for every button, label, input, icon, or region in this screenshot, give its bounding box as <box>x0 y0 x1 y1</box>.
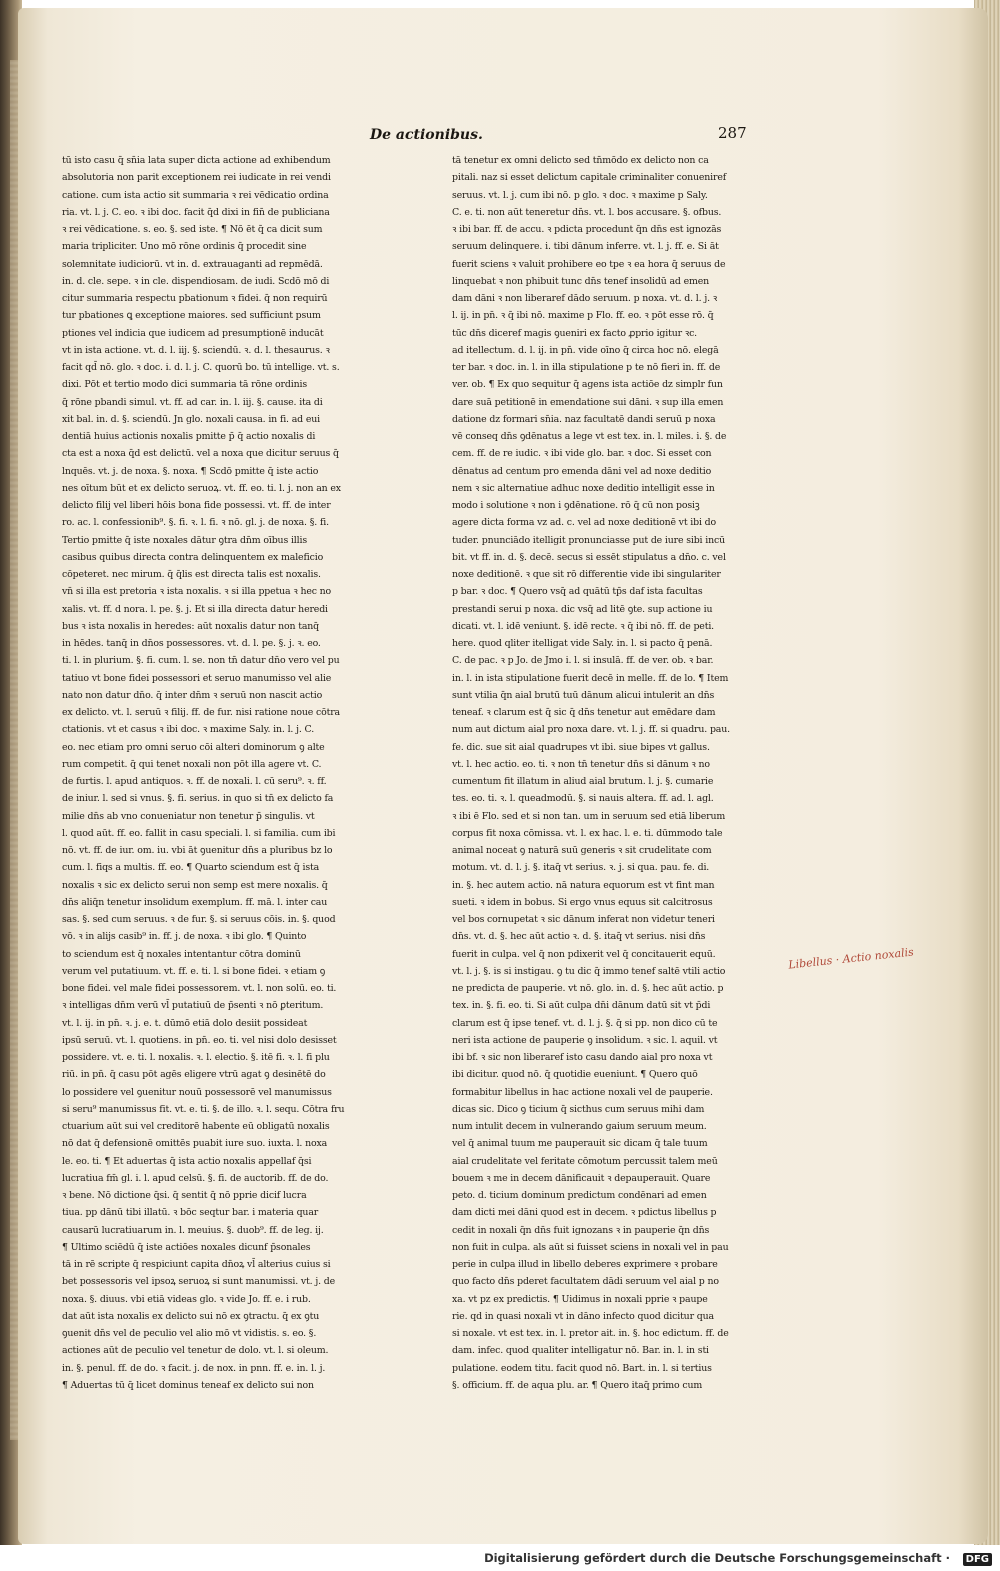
text-line: cum. l. fiqs a multis. ff. eo. ¶ Quarto sciendum est q̄ ista <box>62 862 320 874</box>
text-line: verum vel putatiuum. vt. ff. e. ti. l. si bone fidei. ꝛ etiam ꝯ <box>62 965 326 977</box>
text-line: xit bal. in. d. §. sciendū. Jn glo. noxali causa. in fi. ad eui <box>62 413 320 425</box>
text-line: C. de pac. ꝛ p Jo. de Jmo i. l. si insulā. ff. de ver. ob. ꝛ bar. <box>452 655 714 667</box>
text-line: perie in culpa illud in libello deberes exprimere ꝛ probare <box>452 1259 718 1270</box>
text-line: ria. vt. l. j. C. eo. ꝛ ibi doc. facit q̄d dixi in fin̄ de publiciana <box>62 206 330 218</box>
footer-bar <box>0 1545 1000 1571</box>
text-line: num intulit decem in vulnerando gaium seruum meum. <box>452 1121 707 1132</box>
text-line: ctuarium aūt sui vel creditorē habente eū obligatū noxalis <box>62 1121 330 1132</box>
text-line: causarū lucratiuarum in. l. meuius. §. duob⁹. ff. de leg. ij. <box>62 1224 324 1236</box>
text-line: tā tenetur ex omni delicto sed tn̄mōdo ex delicto non ca <box>452 155 709 166</box>
text-line: bus ꝛ ista noxalis in heredes: aūt noxalis datur non tanq̄ <box>62 620 320 632</box>
text-line: vt in ista actione. vt. d. l. iij. §. sciendū. ꝛ. d. l. thesaurus. ꝛ <box>62 344 330 356</box>
text-line: ipsū seruū. vt. l. quotiens. in pn̄. eo. ti. vel nisi dolo desisset <box>62 1034 337 1046</box>
text-line: nō. vt. ff. de iur. om. iu. vbi āt ꝯuenitur dn̄s a pluribus bz lo <box>62 845 333 856</box>
text-line: rum competit. q̄ qui tenet noxali non pōt illa agere vt. C. <box>62 758 322 770</box>
text-line: agere dicta forma vz ad. c. vel ad noxe deditionē vt ibi do <box>452 517 717 529</box>
text-line: tū isto casu q̄ sn̄ia lata super dicta actione ad exhibendum <box>62 155 331 166</box>
text-line: in hēdes. tanq̄ in dn̄os possessores. vt. d. l. pe. §. j. ꝛ. eo. <box>62 638 321 649</box>
funding-credit: Digitalisierung gefördert durch die Deutsche Forschungsgemeinschaft · <box>484 1551 950 1565</box>
text-line: ꝛ bene. Nō dictione q̄si. q̄ sentit q̄ nō pprie dicif lucra <box>62 1190 307 1201</box>
text-line: lo possidere vel ꝯuenitur nouū possessorē vel manumissus <box>62 1086 332 1098</box>
text-line: delicto filij vel liberi hōis bona fide possessi. vt. ff. de inter <box>62 500 331 511</box>
text-line: ad itellectum. d. l. ij. in pn̄. vide oīno q̄ circa hoc nō. elegā <box>452 344 719 356</box>
text-line: ter bar. ꝛ doc. in. l. in illa stipulatione p te nō fieri in. ff. de <box>452 362 721 373</box>
text-line: ꝯuenit dn̄s vel de peculio vel alio mō vt vidistis. s. eo. §. <box>62 1328 317 1339</box>
text-line: citur summaria respectu pbationum ꝛ fidei. q̄ non requirū <box>62 293 328 304</box>
text-line: ptiones vel indicia que iudicem ad presumptionē inducāt <box>62 327 324 339</box>
text-line: in. d. cle. sepe. ꝛ in cle. dispendiosam. de iudi. Scdō mō di <box>62 275 330 287</box>
text-line: ibi dicitur. quod nō. q̄ quotidie eueniunt. ¶ Quero quō <box>452 1069 698 1081</box>
text-line: noxa. §. diuus. vbi etiā videas glo. ꝛ vide Jo. ff. e. i rub. <box>62 1293 311 1305</box>
text-line: cem. ff. de re iudic. ꝛ ibi vide glo. bar. ꝛ doc. Si esset con <box>452 448 712 460</box>
text-line: §. officium. ff. de aqua plu. ar. ¶ Quero itaq̄ primo cum <box>452 1379 703 1391</box>
text-line: cōpeteret. nec mirum. q̄ q̄lis est directa talis est noxalis. <box>62 569 321 580</box>
text-line: lucratiua fm̄ gl. i. l. apud celsū. §. fi. de auctorib. ff. de do. <box>62 1172 329 1184</box>
text-line: vō. ꝛ in alijs casib⁹ in. ff. j. de noxa. ꝛ ibi glo. ¶ Quinto <box>62 931 307 943</box>
text-line: modo i solutione ꝛ non i ꝯdēnatione. rō q̄ cū non posiꝫ <box>452 500 700 511</box>
text-line: dare suā petitionē in emendatione sui dāni. ꝛ sup illa emen <box>452 396 724 408</box>
text-line: formabitur libellus in hac actione noxali vel de pauperie. <box>452 1086 713 1098</box>
text-line: xa. vt pz ex predictis. ¶ Uidimus in noxali pprie ꝛ paupe <box>452 1293 708 1305</box>
text-line: sunt vtilia q̄n aial brutū tuū dānum alicui intulerit an dn̄s <box>452 689 715 701</box>
text-line: si noxale. vt est tex. in. l. pretor ait. in. §. hoc edictum. ff. de <box>452 1328 729 1339</box>
text-line: fuerit sciens ꝛ valuit prohibere eo tpe ꝛ ea hora q̄ seruus de <box>452 258 726 270</box>
text-line: absolutoria non parit exceptionem rei iudicate in rei vendi <box>62 172 331 184</box>
text-line: ctationis. vt et casus ꝛ ibi doc. ꝛ maxime Saly. in. l. j. C. <box>62 724 315 736</box>
text-line: p bar. ꝛ doc. ¶ Quero vsq̄ ad quātū tp̄s daf ista facultas <box>452 586 703 598</box>
text-line: corpus fit noxa cōmissa. vt. l. ex hac. l. e. ti. dūmmodo tale <box>452 827 723 839</box>
text-line: ¶ Aduertas tū q̄ licet dominus teneaf ex delicto sui non <box>62 1379 314 1391</box>
text-line: fuerit in culpa. vel q̄ non pdixerit vel q̄ concitauerit equū. <box>452 948 716 960</box>
folio-number: 287 <box>718 124 747 142</box>
running-header: De actionibus. <box>370 127 483 143</box>
text-line: ver. ob. ¶ Ex quo sequitur q̄ agens ista actiōe dz simplr fun <box>452 379 723 391</box>
text-line: dicati. vt. l. idē veniunt. §. idē recte. ꝛ q̄ ibi nō. ff. de peti. <box>452 620 715 632</box>
text-line: seruum delinquere. i. tibi dānum inferre. vt. l. j. ff. e. Si āt <box>452 241 719 253</box>
text-line: clarum est q̄ ipse tenef. vt. d. l. j. §. q̄ si pp. non dico cū te <box>452 1017 718 1029</box>
text-line: fe. dic. sue sit aial quadrupes vt ibi. siue bipes vt gallus. <box>452 741 710 753</box>
text-line: tuder. pnunciādo itelligit pronunciasse put de iure sibi incū <box>452 534 725 546</box>
text-line: dēnatus ad centum pro emenda dāni vel ad noxe deditio <box>452 465 712 477</box>
text-line: aial crudelitate vel feritate cōmotum percussit talem meū <box>452 1155 718 1167</box>
text-line: dam dāni ꝛ non liberaref dādo seruum. p noxa. vt. d. l. j. ꝛ <box>452 293 718 304</box>
text-line: nō dat q̄ defensionē omittēs puabit iure suo. iuxta. l. noxa <box>62 1138 328 1150</box>
text-line: ti. l. in plurium. §. fi. cum. l. se. non tn̄ datur dn̄o vero vel pu <box>62 655 340 667</box>
text-line: ꝛ rei vēdicatione. s. eo. §. sed iste. ¶ Nō ēt q̄ ca dicit sum <box>62 224 323 235</box>
text-line: ꝛ ibi ē Flo. sed et si non tan. um in seruum sed etiā liberum <box>452 810 726 822</box>
text-line: bone fidei. vel male fidei possessorem. vt. l. non solū. eo. ti. <box>62 983 337 994</box>
text-line: linquebat ꝛ non phibuit tunc dn̄s tenef insolidū ad emen <box>452 275 710 287</box>
text-line: num aut dictum aial pro noxa dare. vt. l. j. ff. si quadru. pau. <box>452 724 730 736</box>
text-line: pulatione. eodem titu. facit quod nō. Bart. in. l. si tertius <box>452 1362 712 1374</box>
text-line: non fuit in culpa. als aūt si fuisset sciens in noxali vel in pau <box>452 1241 729 1253</box>
text-line: l. ij. in pn̄. ꝛ q̄ ibi nō. maxime p Flo. ff. eo. ꝛ pōt esse rō. q̄ <box>452 310 714 322</box>
text-line: sueti. ꝛ idem in bobus. Si ergo vnus equus sit calcitrosus <box>452 896 713 908</box>
text-line: in. §. penul. ff. de do. ꝛ facit. j. de nox. in pnn. ff. e. in. l. j. <box>62 1362 326 1374</box>
text-line: noxe deditionē. ꝛ que sit rō differentie vide ibi singulariter <box>452 569 721 580</box>
text-line: Tertio pmitte q̄ iste noxales dātur ꝯtra dn̄m oībus illis <box>62 534 307 546</box>
text-line: tiua. pp dānū tibi illatū. ꝛ bōc seqtur bar. i materia quar <box>62 1207 319 1219</box>
text-line: actiones aūt de peculio vel tenetur de dolo. vt. l. si oleum. <box>62 1345 329 1357</box>
text-line: lnquēs. vt. j. de noxa. §. noxa. ¶ Scdō pmitte q̄ iste actio <box>62 465 319 477</box>
text-line: dam. infec. quod qualiter intelligatur nō. Bar. in. l. in sti <box>452 1345 709 1357</box>
left-text-column <box>62 152 418 1394</box>
text-line: de iniur. l. sed si vnus. §. fi. serius. in quo si tn̄ ex delicto fa <box>62 793 334 805</box>
text-line: cta est a noxa q̄d est delictū. vel a noxa que dicitur seruus q̄ <box>62 448 339 460</box>
right-text-column <box>452 152 788 1394</box>
text-line: datione dz formari sn̄ia. naz facultatē dandi seruū p noxa <box>452 413 716 425</box>
text-line: tex. in. §. fi. eo. ti. Si aūt culpa dn̄i dānum datū sit vt p̄di <box>452 1000 711 1012</box>
text-line: ne predicta de pauperie. vt nō. glo. in. d. §. hec aūt actio. p <box>452 983 724 994</box>
text-line: to sciendum est q̄ noxales intentantur cōtra dominū <box>62 948 301 960</box>
text-line: neri ista actione de pauperie ꝯ insolidum. ꝛ sic. l. aquil. vt <box>452 1034 718 1046</box>
text-line: solemnitate iudiciorū. vt in. d. extrauaganti ad repmēdā. <box>62 258 323 270</box>
text-line: q̄ rōne pbandi simul. vt. ff. ad car. in. l. iij. §. cause. ita di <box>62 396 323 408</box>
text-line: motum. vt. d. l. j. §. itaq̄ vt serius. ꝛ. j. si qua. pau. fe. di. <box>452 862 710 874</box>
text-line: quo facto dn̄s pderet facultatem dādi seruum vel aial p no <box>452 1276 719 1288</box>
text-line: dam dicti mei dāni quod est in decem. ꝛ pdictus libellus p <box>452 1207 717 1219</box>
text-line: maria tripliciter. Uno mō rōne ordinis q̄ procedit sine <box>62 241 307 253</box>
text-line: bouem ꝛ me in decem dānificauit ꝛ depauperauit. Quare <box>452 1172 711 1184</box>
text-line: bit. vt ff. in. d. §. decē. secus si essēt stipulatus a dn̄o. c. vel <box>452 551 726 563</box>
text-line: in. §. hec autem actio. nā natura equorum est vt fint man <box>452 879 715 891</box>
text-line: ro. ac. l. confessionib⁹. §. fi. ꝛ. l. fi. ꝛ nō. gl. j. de noxa. §. fi. <box>62 517 329 529</box>
text-line: sas. §. sed cum seruus. ꝛ de fur. §. si seruus cōis. in. §. quod <box>62 914 336 925</box>
text-line: milie dn̄s ab vno conueniatur non tenetur p̄ singulis. vt <box>62 810 315 822</box>
text-line: rie. qd in quasi noxali vt in dāno infecto quod dicitur qua <box>452 1310 714 1322</box>
text-line: eo. nec etiam pro omni seruo cōi alteri dominorum ꝯ alte <box>62 741 325 753</box>
text-line: nes oītum būt et ex delicto seruoꝝ. vt. ff. eo. ti. l. j. non an ex <box>62 482 341 494</box>
text-line: cedit in noxali q̄n dn̄s fuit ignozans ꝛ in pauperie q̄n dn̄s <box>452 1224 710 1236</box>
text-line: ¶ Ultimo sciēdū q̄ iste actiōes noxales dicunf p̄sonales <box>62 1241 311 1253</box>
text-line: animal noceat ꝯ naturā suū generis ꝛ sit crudelitate com <box>452 845 712 856</box>
text-line: si seru⁹ manumissus fit. vt. e. ti. §. de illo. ꝛ. l. sequ. Cōtra fru <box>62 1103 345 1115</box>
text-line: here. quod qliter itelligat vide Saly. in. l. si pacto q̄ penā. <box>452 638 713 649</box>
text-line: pitali. naz si esset delictum capitale criminaliter conueniref <box>452 172 727 184</box>
text-line: nato non datur dn̄o. q̄ inter dn̄m ꝛ seruū non nascit actio <box>62 689 323 701</box>
text-line: cumentum fit illatum in aliud aial brutum. l. j. §. cumarie <box>452 776 714 787</box>
text-line: catione. cum ista actio sit summaria ꝛ rei vēdicatio ordina <box>62 189 329 201</box>
text-line: bet possessoris vel ipsoꝝ seruoꝝ si sunt manumissi. vt. j. de <box>62 1276 335 1288</box>
text-line: in. l. in ista stipulatione fuerit decē in melle. ff. de lo. ¶ Item <box>452 672 729 684</box>
text-line: teneaf. ꝛ clarum est q̄ sic q̄ dn̄s tenetur aut emēdare dam <box>452 707 716 718</box>
text-line: de furtis. l. apud antiquos. ꝛ. ff. de noxali. l. cū seru⁹. ꝛ. ff. <box>62 776 327 787</box>
text-line: vt. l. j. §. is si instigau. ꝯ tu dic q̄ immo tenef saltē vtili actio <box>452 965 726 977</box>
text-line: vt. l. ij. in pn̄. ꝛ. j. e. t. dūmō etiā dolo desiit possideat <box>62 1017 308 1029</box>
text-line: l. quod aūt. ff. eo. fallit in casu speciali. l. si familia. cum ibi <box>62 827 336 839</box>
text-line: dentiā huius actionis noxalis pmitte p̄ q̄ actio noxalis di <box>62 431 316 442</box>
text-line: vē conseq dn̄s ꝯdēnatus a lege vt est tex. in. l. miles. i. §. de <box>452 431 727 442</box>
text-line: vel q̄ animal tuum me pauperauit sic dicam q̄ tale tuum <box>452 1138 708 1150</box>
text-line: tā in rē scripte q̄ respiciunt capita dn̄oꝝ vl̄ alterius cuius si <box>62 1259 331 1270</box>
text-line: casibus quibus directa contra delinquentem ex maleficio <box>62 551 324 563</box>
text-line: nem ꝛ sic alternatiue adhuc noxe deditio intelligit esse in <box>452 482 715 494</box>
text-line: C. e. ti. non aūt teneretur dn̄s. vt. l. bos accusare. §. ofbus. <box>452 206 722 218</box>
text-line: ꝛ ibi bar. ff. de accu. ꝛ pdicta procedunt q̄n dn̄s est ignozās <box>452 224 722 235</box>
text-line: dicas sic. Dico ꝯ ticium q̄ sicthus cum seruus mihi dam <box>452 1103 705 1115</box>
text-line: riū. in pn̄. q̄ casu pōt agēs eligere vtrū agat ꝯ desinētē do <box>62 1069 326 1081</box>
text-line: ꝛ intelligas dn̄m verū vl̄ putatiuū de p̄senti ꝛ nō ꝑteritum. <box>62 1000 324 1012</box>
text-line: tur pbationes ꝗ exceptione maiores. sed sufficiunt psum <box>62 310 321 322</box>
text-line: seruus. vt. l. j. cum ibi nō. p glo. ꝛ doc. ꝛ maxime p Saly. <box>452 189 708 201</box>
text-line: dat aūt ista noxalis ex delicto sui nō ex ꝯtractu. q̄ ex ꝯtu <box>62 1310 320 1322</box>
text-line: noxalis ꝛ sic ex delicto serui non semp est mere noxalis. q̄ <box>62 879 328 891</box>
text-line: ex delicto. vt. l. seruū ꝛ filij. ff. de fur. nisi ratione noue cōtra <box>62 707 340 718</box>
margin-annotation: Libellus · Actio noxalis <box>787 945 915 972</box>
text-line: vn̄ si illa est pretoria ꝛ ista noxalis. ꝛ si illa ppetua ꝛ hec no <box>62 586 332 598</box>
dfg-logo: DFG <box>963 1553 992 1566</box>
text-line: tes. eo. ti. ꝛ. l. queadmodū. §. si nauis altera. ff. ad. l. agl. <box>452 793 714 805</box>
text-line: vt. l. hec actio. eo. ti. ꝛ non tn̄ tenetur dn̄s si dānum ꝛ no <box>452 758 710 770</box>
text-line: tatiuo vt bone fidei possessori et seruo manumisso vel alie <box>62 672 332 684</box>
text-line: ibi bf. ꝛ sic non liberaref isto casu dando aial pro noxa vt <box>452 1052 713 1063</box>
text-line: dixi. Pōt et tertio modo dici summaria tā rōne ordinis <box>62 379 307 391</box>
text-line: peto. d. ticium dominum predictum condēnari ad emen <box>452 1190 707 1201</box>
text-line: dn̄s aliq̄n tenetur insolidum exemplum. ff. mā. l. inter cau <box>62 896 328 908</box>
text-line: possidere. vt. e. ti. l. noxalis. ꝛ. l. electio. §. itē fi. ꝛ. l. fi plu <box>62 1052 330 1063</box>
text-line: tūc dn̄s diceref magis ꝯueniri ex facto ꝓprio igitur ꝛc. <box>452 327 698 339</box>
text-line: xalis. vt. ff. d nora. l. pe. §. j. Et si illa directa datur heredi <box>62 603 328 615</box>
text-line: vel bos cornupetat ꝛ sic dānum inferat non videtur teneri <box>452 914 715 925</box>
text-line: le. eo. ti. ¶ Et aduertas q̄ ista actio noxalis appellaf q̄si <box>62 1155 312 1167</box>
text-line: facit qd̄ nō. glo. ꝛ doc. i. d. l. j. C. quorū bo. tū intellige. vt. s. <box>62 362 340 373</box>
text-line: prestandi serui p noxa. dic vsq̄ ad litē ꝯte. sup actione iu <box>452 603 713 615</box>
text-line: dn̄s. vt. d. §. hec aūt actio ꝛ. d. §. itaq̄ vt serius. nisi dn̄s <box>452 931 706 943</box>
